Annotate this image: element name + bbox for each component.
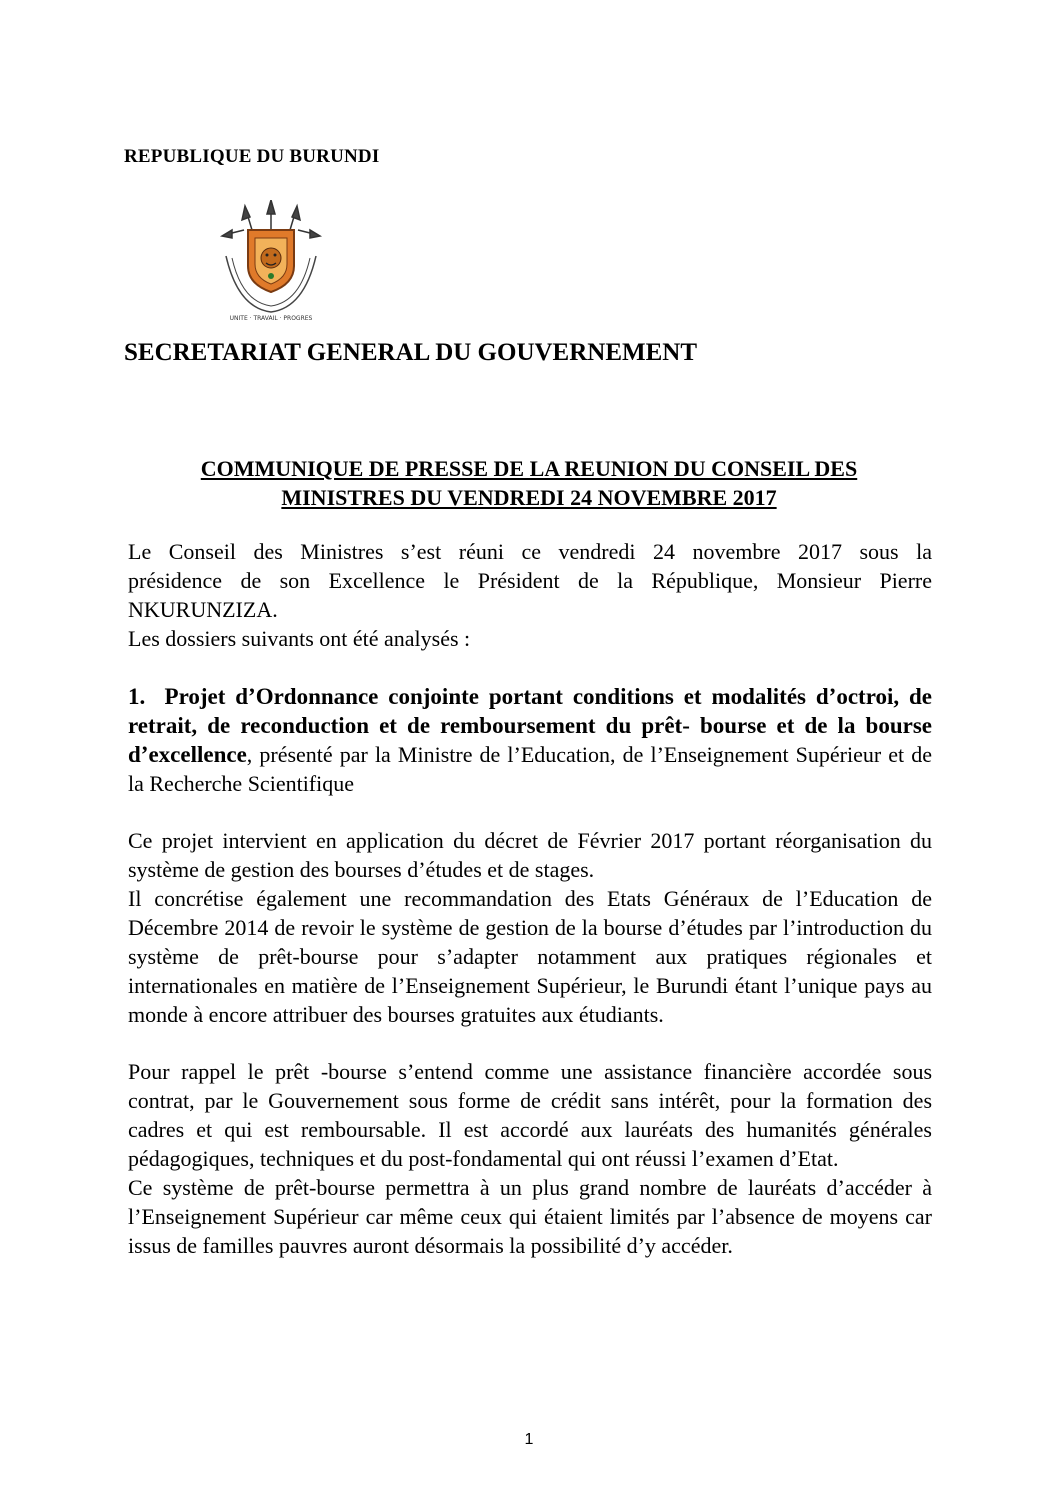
coat-of-arms-emblem <box>218 200 324 322</box>
svg-text:UNITE · TRAVAIL · PROGRES: UNITE · TRAVAIL · PROGRES <box>229 315 313 322</box>
paragraph-2b: Il concrétise également une recommandation des Etats Généraux de l’Education de Décembre 2014 de revoir le système de gestion de la bourse d’études par l’introduction du système de prêt-bourse pour s’adapter notamment aux pratiques régionales et internationales en matière de l’Enseignement Supérieur, le Burundi étant l’unique pays au monde à encore attribuer des bourses gratuites aux étudiants. <box>128 886 932 1027</box>
title-line-1: COMMUNIQUE DE PRESSE DE LA REUNION DU CONSEIL DES <box>200 456 858 481</box>
title-line-2: MINISTRES DU VENDREDI 24 NOVEMBRE 2017 <box>281 485 777 510</box>
republic-heading: REPUBLIQUE DU BURUNDI <box>124 146 380 167</box>
intro-line-2: présidence de son Excellence le Président de la République, Monsieur Pierre <box>128 568 932 593</box>
item-bold-title: Projet d’Ordonnance conjointe portant conditions et modalités d’octroi, de retrait, de reconduction et de remboursement du prêt- bourse et de la bourse d’excellence <box>128 684 933 767</box>
intro-paragraph <box>128 537 932 653</box>
secretariat-heading: SECRETARIAT GENERAL DU GOUVERNEMENT <box>124 339 698 366</box>
intro-line-3: NKURUNZIZA. <box>128 597 278 622</box>
paragraph-3a: Pour rappel le prêt -bourse s’entend comme une assistance financière accordée sous contrat, par le Gouvernement sous forme de crédit sans intérêt, pour la formation des cadres et qui est remboursable. Il est accordé aux lauréats des humanités générales pédagogiques, techniques et du post-fondamental qui ont réussi l’examen d’Etat. <box>128 1059 932 1171</box>
document-title <box>124 454 934 512</box>
item-number: 1. <box>128 684 146 709</box>
paragraph-reminder <box>128 1057 932 1260</box>
paragraph-context <box>128 826 932 1029</box>
agenda-item-1 <box>128 682 932 798</box>
paragraph-2a: Ce projet intervient en application du décret de Février 2017 portant réorganisation du système de gestion des bourses d’études et de stages. <box>128 828 932 882</box>
page-number: 1 <box>524 1431 534 1448</box>
item-presenter: , présenté par la Ministre de l’Education, de l’Enseignement Supérieur et de la Recherche Scientifique <box>128 742 932 796</box>
intro-line-4: Les dossiers suivants ont été analysés : <box>128 626 471 651</box>
intro-line-1: Le Conseil des Ministres s’est réuni ce vendredi 24 novembre 2017 sous la <box>128 539 932 564</box>
paragraph-3b: Ce système de prêt-bourse permettra à un plus grand nombre de lauréats d’accéder à l’Enseignement Supérieur car même ceux qui étaient limités par l’absence de moyens car issus de familles pauvres auront désormais la possibilité d’y accéder. <box>128 1175 932 1258</box>
